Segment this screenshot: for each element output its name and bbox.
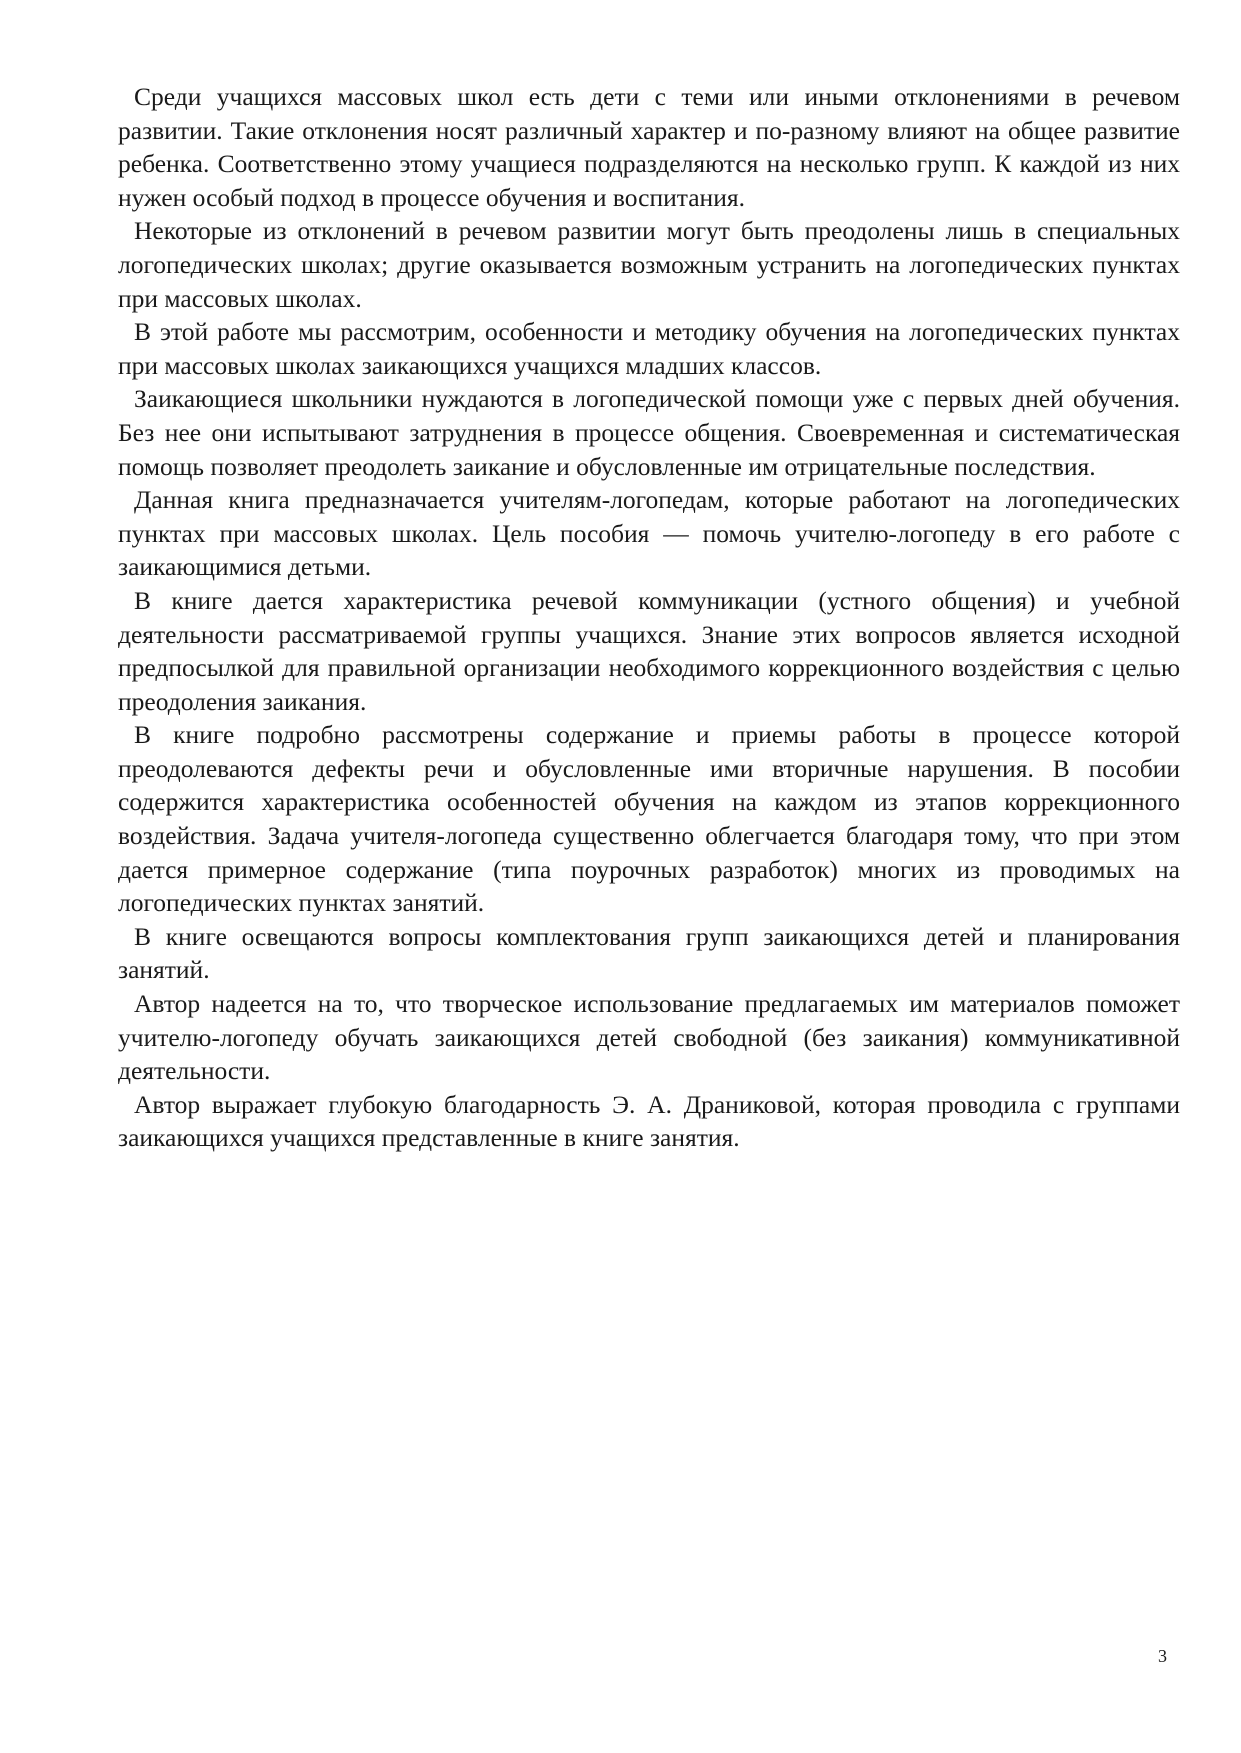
paragraph-intro: Среди учащихся массовых школ есть дети с теми или иными отклонениями в речевом развитии. Такие отклонения носят различный характер и по-разному влияют на общее развитие ребенка. Соответственно этому учащиеся подразделяются на несколько групп. К каждой из них нужен особый подход в процессе обучения и воспитания. (118, 82, 1180, 212)
body-text (118, 80, 1180, 1155)
paragraph-audience: Данная книга предназначается учителям-логопедам, которые работают на логопедических пунктах при массовых школах. Цель пособия — помочь учителю-логопеду в его работе с заикающимися детьми. (118, 485, 1180, 582)
paragraph-need-help: Заикающиеся школьники нуждаются в логопедической помощи уже с первых дней обучения. Без нее они испытывают затруднения в процессе общения. Своевременная и систематическая помощь позволяет преодолеть заикание и обусловленные им отрицательные последствия. (118, 384, 1180, 481)
paragraph-author-hope: Автор надеется на то, что творческое использование предлагаемых им материалов поможет учителю-логопеду обучать заикающихся детей свободной (без заикания) коммуникативной деятельности. (118, 989, 1180, 1086)
paragraph-scope: В этой работе мы рассмотрим, особенности и методику обучения на логопедических пунктах при массовых школах заикающихся учащихся младших классов. (118, 317, 1180, 380)
page-number: 3 (1158, 1646, 1167, 1666)
paragraph-acknowledgement: Автор выражает глубокую благодарность Э. А. Драниковой, которая проводила с группами заикающихся учащихся представленные в книге занятия. (118, 1089, 1180, 1153)
paragraph-methods: В книге подробно рассмотрены содержание и приемы работы в процессе которой преодолеваются дефекты речи и обусловленные ими вторичные нарушения. В пособии содержится характеристика особенностей обучения на каждом из этапов коррекционного воздействия. Задача учителя-логопеда существенно облегчается благодаря тому, что при этом дается примерное содержание (типа поурочных разработок) многих из проводимых на логопедических пунктах занятий. (118, 720, 1180, 918)
paragraph-planning: В книге освещаются вопросы комплектования групп заикающихся детей и планирования занятий. (118, 921, 1180, 985)
paragraph-deviations: Некоторые из отклонений в речевом развитии могут быть преодолены лишь в специальных логопедических школах; другие оказывается возможным устранить на логопедических пунктах при массовых школах. (118, 216, 1180, 313)
paragraph-characteristics: В книге дается характеристика речевой коммуникации (устного общения) и учебной деятельности рассматриваемой группы учащихся. Знание этих вопросов является исходной предпосылкой для правильной организации необходимого коррекционного воздействия с целью преодоления заикания. (118, 585, 1180, 716)
